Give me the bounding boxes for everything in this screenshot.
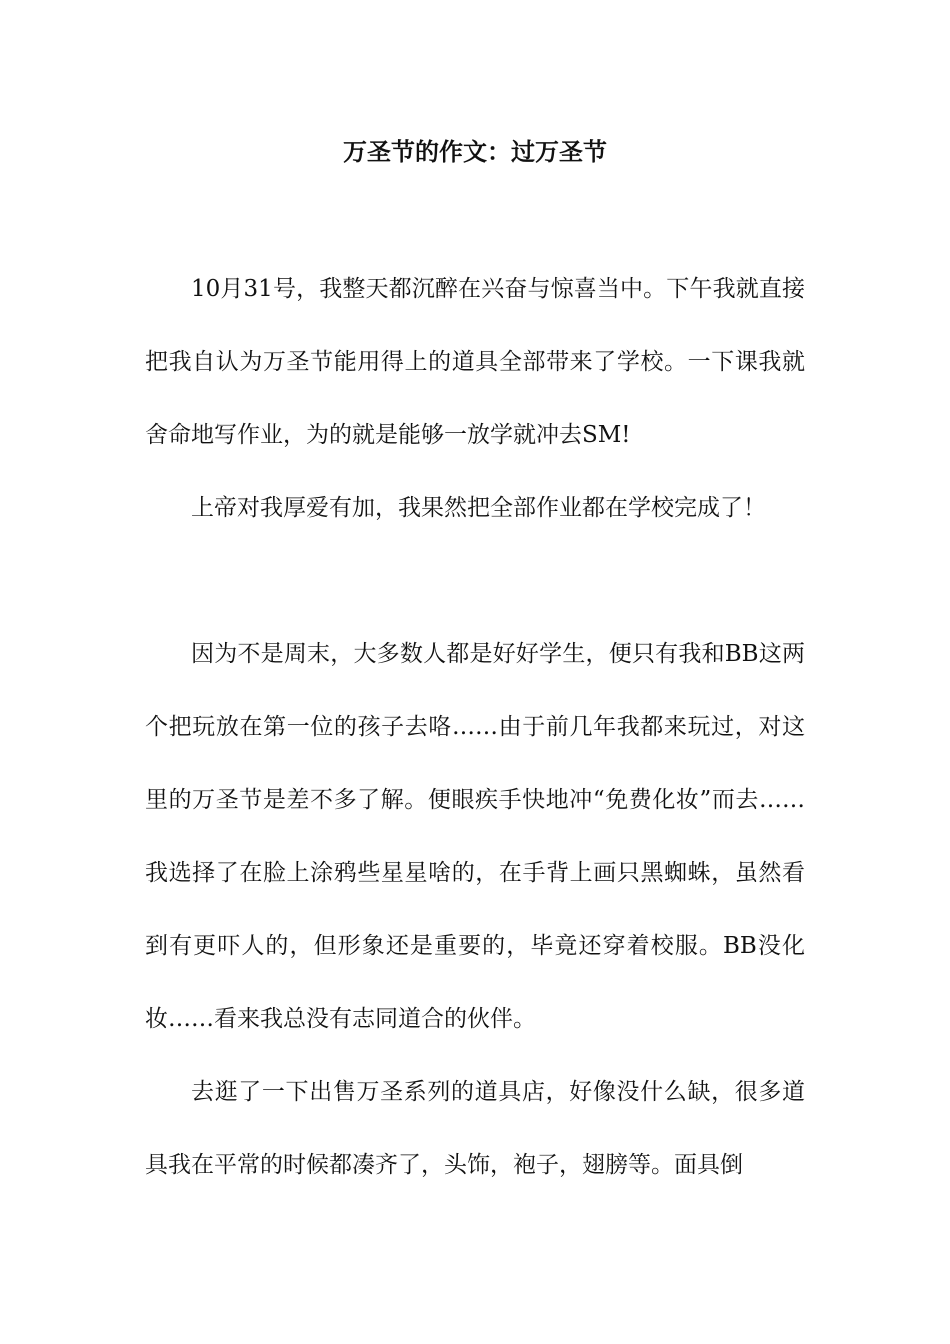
document-title: 万圣节的作文：过万圣节 bbox=[343, 138, 607, 166]
paragraph-spacer bbox=[145, 545, 805, 618]
document-body bbox=[145, 253, 805, 1202]
paragraph-4: 去逛了一下出售万圣系列的道具店，好像没什么缺，很多道具我在平常的时候都凑齐了，头饰，袍子，翅膀等。面具倒 bbox=[145, 1079, 805, 1178]
paragraph-2: 上帝对我厚爱有加，我果然把全部作业都在学校完成了！ bbox=[191, 495, 766, 521]
paragraph-3: 因为不是周末，大多数人都是好好学生，便只有我和BB这两个把玩放在第一位的孩子去咯……由于前几年我都来玩过，对这里的万圣节是差不多了解。便眼疾手快地冲“免费化妆”而去……我选择了在脸上涂鸦些星星啥的，在手背上画只黑蜘蛛，虽然看到有更吓人的，但形象还是重要的，毕竟还穿着校服。BB没化妆……看来我总没有志同道合的伙伴。 bbox=[145, 641, 805, 1032]
paragraph-1: 10月31号，我整天都沉醉在兴奋与惊喜当中。下午我就直接把我自认为万圣节能用得上的道具全部带来了学校。一下课我就舍命地写作业，为的就是能够一放学就冲去SM! bbox=[145, 276, 805, 448]
